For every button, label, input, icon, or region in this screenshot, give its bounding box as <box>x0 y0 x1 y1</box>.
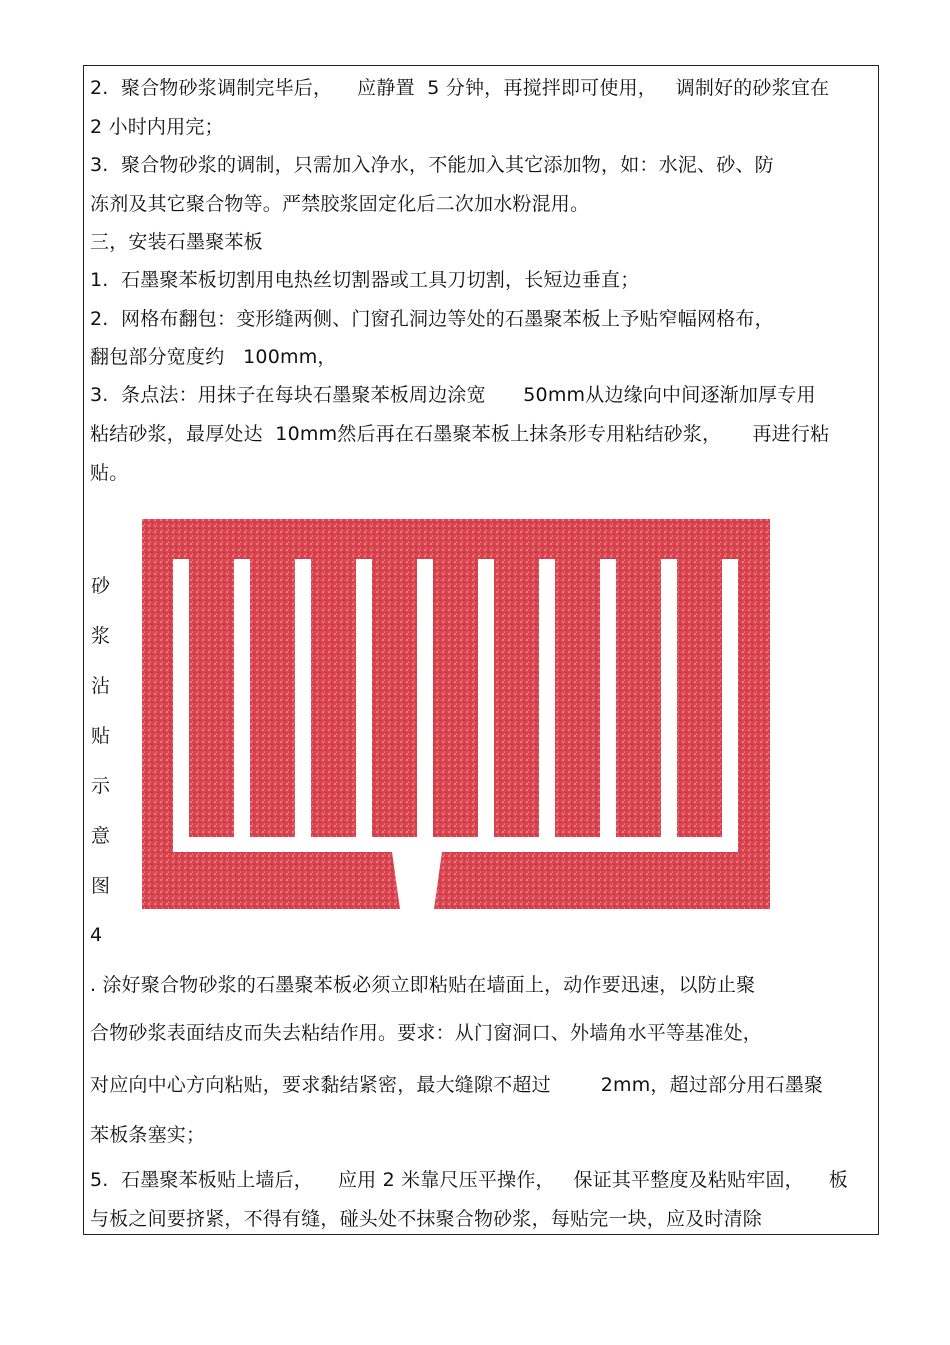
strip-gap <box>600 559 616 852</box>
text-line: 对应向中心方向粘贴，要求黏结紧密，最大缝隙不超过 2mm，超过部分用石墨聚 <box>90 1074 824 1096</box>
text-line: 与板之间要挤紧，不得有缝，碰头处不抹聚合物砂浆，每贴完一块，应及时清除 <box>90 1208 763 1230</box>
text-line: 2. 聚合物砂浆调制完毕后， 应静置 5 分钟，再搅拌即可使用， 调制好的砂浆宜在 <box>90 77 830 99</box>
mortar-bonding-diagram <box>142 519 770 909</box>
text-line: 2. 网格布翻包：变形缝两侧、门窗孔洞边等处的石墨聚苯板上予贴窄幅网格布， <box>90 308 774 330</box>
text-line: 合物砂浆表面结皮而失去粘结作用。要求：从门窗洞口、外墙角水平等基准处， <box>90 1022 763 1044</box>
figure-caption-char: 浆 <box>91 625 111 647</box>
text-line: 冻剂及其它聚合物等。严禁胶浆固定化后二次加水粉混用。 <box>90 193 590 215</box>
section-heading: 三，安装石墨聚苯板 <box>90 231 263 253</box>
figure-caption-char: 图 <box>91 875 111 897</box>
text-line: 3. 条点法：用抹子在每块石墨聚苯板周边涂宽 50mm从边缘向中间逐渐加厚专用 <box>90 384 816 406</box>
text-line: 苯板条塞实； <box>90 1124 206 1146</box>
strip-gap <box>722 559 738 852</box>
strip-gap <box>295 559 311 852</box>
text-line: 2 小时内用完； <box>90 116 224 138</box>
text-line: 1. 石墨聚苯板切割用电热丝切割器或工具刀切割，长短边垂直； <box>90 269 640 291</box>
figure-caption-char: 意 <box>91 825 111 847</box>
figure-caption-char: 砂 <box>91 575 111 597</box>
strip-gap <box>478 559 494 852</box>
strip-gap <box>356 559 372 852</box>
text-line: 5. 石墨聚苯板贴上墙后， 应用 2 米靠尺压平操作， 保证其平整度及粘贴牢固， 板 <box>90 1169 849 1191</box>
vent-gap <box>392 852 442 909</box>
figure-caption-char: 示 <box>91 775 111 797</box>
bottom-gap <box>173 837 738 852</box>
strip-gap <box>234 559 250 852</box>
strip-gap <box>173 559 189 852</box>
text-line: 3. 聚合物砂浆的调制，只需加入净水，不能加入其它添加物，如：水泥、砂、防 <box>90 154 774 176</box>
item-number: 4 <box>90 924 103 946</box>
figure-caption-char: 沾 <box>91 675 111 697</box>
text-line: 粘结砂浆，最厚处达 10mm然后再在石墨聚苯板上抹条形专用粘结砂浆， 再进行粘 <box>90 423 830 445</box>
text-line: 贴。 <box>90 462 129 484</box>
text-line: . 涂好聚合物砂浆的石墨聚苯板必须立即粘贴在墙面上，动作要迅速，以防止聚 <box>90 974 756 996</box>
strip-gap <box>417 559 433 852</box>
figure-caption-char: 贴 <box>91 725 111 747</box>
text-line: 翻包部分宽度约 100mm， <box>90 346 337 368</box>
strip-gap <box>661 559 677 852</box>
strip-gap <box>539 559 555 852</box>
